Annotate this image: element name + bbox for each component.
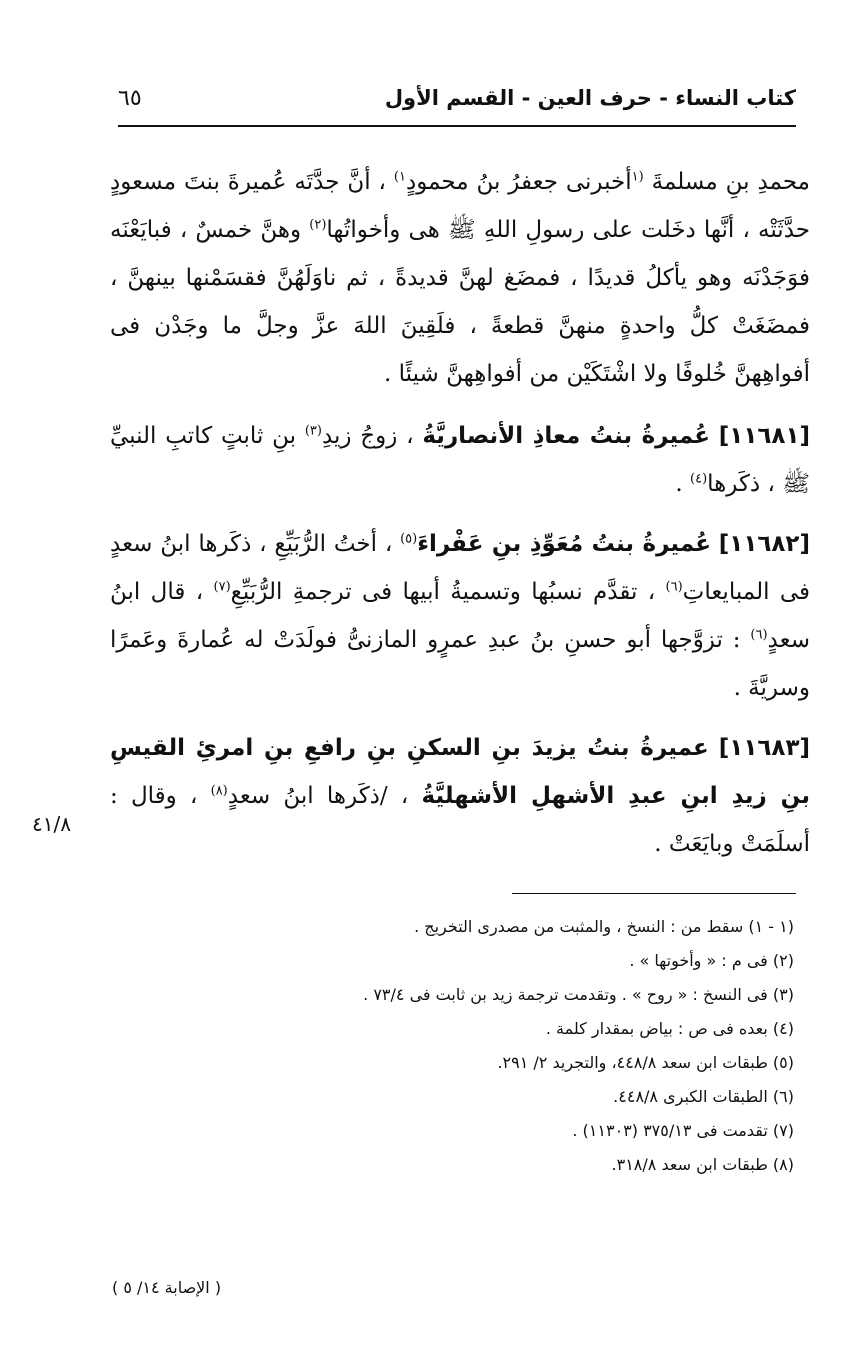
entry-number: [١١٦٨٢] <box>718 531 810 557</box>
text-segment: بنِ ثابتٍ كاتبِ النبيِّ ﷺ ، ذكَرها <box>110 423 810 497</box>
entry-name: عميرةُ بنتُ يزيدَ بنِ السكنِ بنِ رافعِ بنِ امرئِ القيسِ بنِ زيدِ ابنِ عبدِ الأشهلِ الأشهليَّةُ <box>110 735 810 809</box>
footnote-ref[interactable]: (٦) <box>665 579 683 595</box>
footnote-1: (١ - ١) سقط من : النسخ ، والمثبت من مصدرى التخريج . <box>414 917 794 936</box>
footnotes-list <box>130 910 794 1182</box>
main-text <box>110 158 810 880</box>
footnote-ref[interactable]: (٤) <box>690 471 708 487</box>
entry-number: [١١٦٨٣] <box>718 735 811 761</box>
margin-reference: ٤١/٨ <box>32 812 71 836</box>
paragraph-continuation <box>110 158 810 398</box>
signature-mark: ( الإصابة ١٤/ ٥ ) <box>112 1278 222 1297</box>
footnote-5: (٥) طبقات ابن سعد ٤٤٨/٨، والتجريد ٢/ ٢٩١. <box>497 1053 794 1072</box>
text-segment: ، أختُ الرُّبَيِّعِ ، ذكَرها ابنُ سعدٍ فى المبايعاتِ <box>110 531 810 605</box>
running-header <box>118 86 796 122</box>
entry-11682 <box>110 520 810 712</box>
footnote-ref[interactable]: (٧) <box>213 579 231 595</box>
footnote-2: (٢) فى م : « وأخوتها » . <box>629 951 794 970</box>
entry-11683 <box>110 724 810 868</box>
entry-name: عُميرةُ بنتُ مُعَوِّذِ بنِ عَفْراءَ <box>417 531 711 557</box>
text-segment: أخبرنى جعفرُ بنُ محمودٍ <box>405 169 632 195</box>
text-segment: محمدِ بنِ مسلمةَ <box>643 169 811 195</box>
footnote-ref[interactable]: (٣) <box>304 423 322 439</box>
header-rule <box>118 125 796 127</box>
page-number: ٦٥ <box>118 86 142 111</box>
text-segment: ، /ذكَرها ابنُ سعدٍ <box>227 783 422 809</box>
text-segment: ، أنَّ جدَّتَه عُميرةَ بنتَ مسعودٍ حدَّثَتْه ، أنَّها دخَلت على رسولِ اللهِ ﷺ هى وأخواتُها <box>110 169 810 243</box>
entry-number: [١١٦٨١] <box>718 423 811 449</box>
footnote-8: (٨) طبقات ابن سعد ٣١٨/٨. <box>611 1155 794 1174</box>
footnote-7: (٧) تقدمت فى ٣٧٥/١٣ (١١٣٠٣) . <box>572 1121 794 1140</box>
entry-11681 <box>110 412 810 508</box>
footnote-ref[interactable]: (٥) <box>400 531 418 547</box>
entry-name: عُميرةُ بنتُ معاذِ الأنصاريَّةُ <box>422 423 710 449</box>
text-segment: ، قال ابنُ سعدٍ <box>110 579 810 653</box>
footnote-3: (٣) فى النسخ : « روح » . وتقدمت ترجمة زيد بن ثابت فى ٧٣/٤ . <box>363 985 794 1004</box>
header-title: كتاب النساء - حرف العين - القسم الأول <box>384 86 796 110</box>
footnote-ref[interactable]: (٦) <box>750 627 768 643</box>
footnote-rule <box>512 893 796 894</box>
text-segment: . <box>675 471 690 497</box>
text-segment: ، تقدَّم نسبُها وتسميةُ أبيها فى ترجمةِ الرُّبَيِّعِ <box>230 579 666 605</box>
text-segment: : تزوَّجها أبو حسنِ بنُ عبدِ عمرٍو المازنىُّ فولَدَتْ له عُمارةَ وعَمرًا وسريَّةَ . <box>110 627 810 701</box>
text-segment: ، زوجُ زيدِ <box>321 423 423 449</box>
footnote-ref[interactable]: ١) <box>393 169 406 185</box>
footnote-4: (٤) بعده فى ص : بياض بمقدار كلمة . <box>545 1019 794 1038</box>
footnote-ref[interactable]: (١ <box>631 169 644 185</box>
text-segment: ، وقال : أسلَمَتْ وبايَعَتْ . <box>110 783 810 857</box>
footnote-ref[interactable]: (٨) <box>210 783 228 799</box>
footnote-6: (٦) الطبقات الكبرى ٤٤٨/٨. <box>613 1087 794 1106</box>
footnote-ref[interactable]: (٢) <box>309 217 327 233</box>
text-segment: وهنَّ خمسٌ ، فبايَعْنَه فوَجَدْنَه وهو يأكلُ قديدًا ، فمضَغ لهنَّ قديدةً ، ثم ناوَلَهُنَّ فقسَمْنها بينهنَّ ، فمضَغَتْ كلُّ واحدةٍ منهنَّ قطعةً ، فلَقِينَ اللهَ عزَّ وجلَّ ما وجَدْن فى أفواهِهنَّ خُلوفًا ولا اشْتَكَيْن من أفواهِهنَّ شيئًا . <box>110 217 810 387</box>
